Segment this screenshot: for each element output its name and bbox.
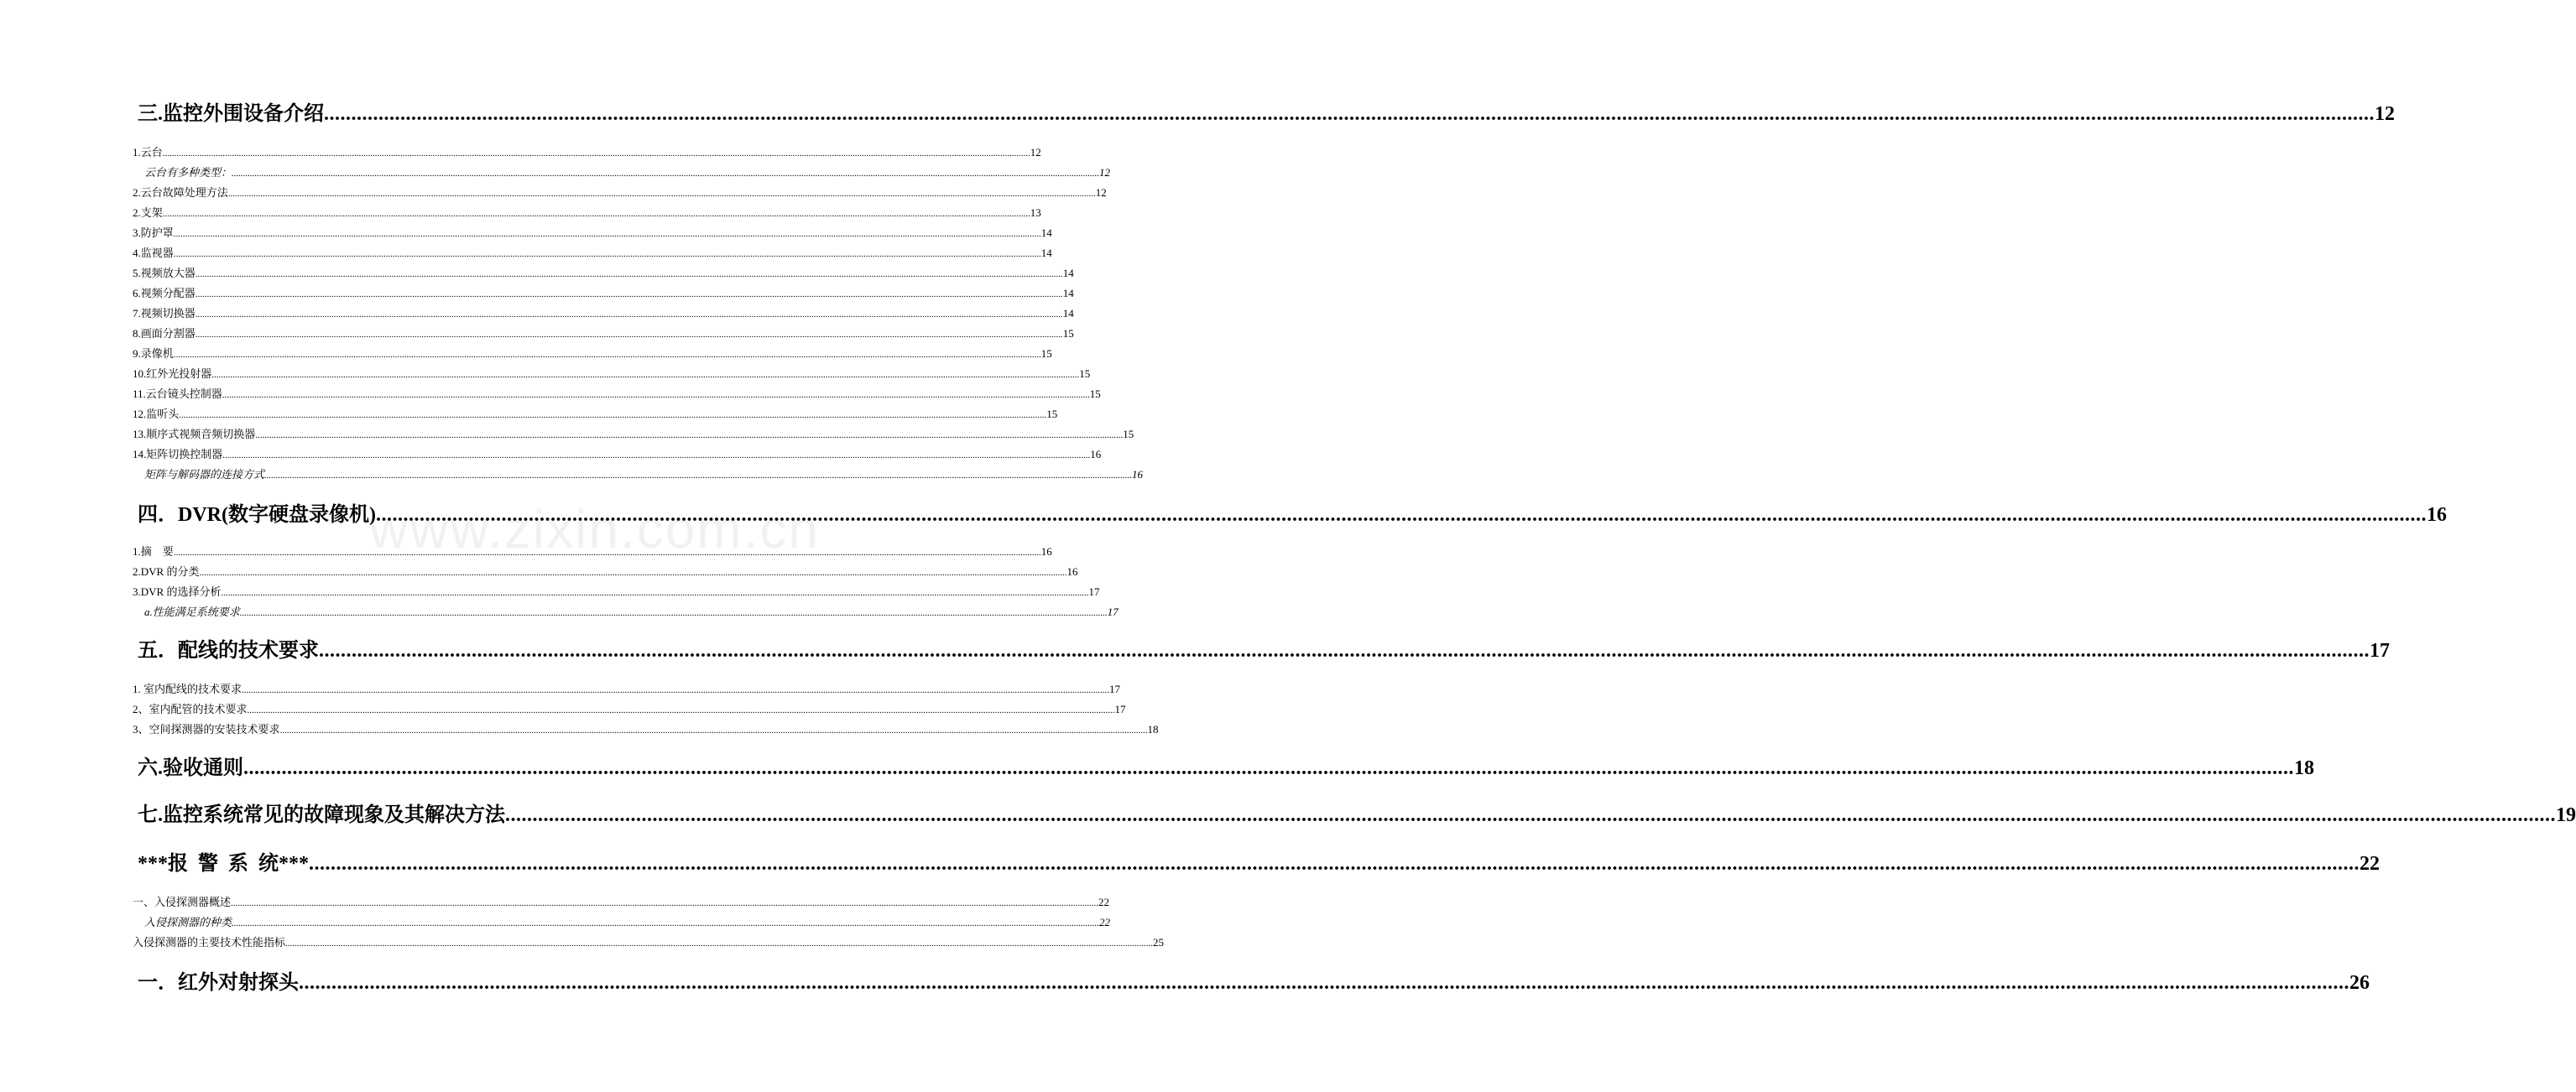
toc-leader xyxy=(199,564,1066,581)
toc-entry[interactable] xyxy=(133,245,1052,262)
toc-page-number: 17 xyxy=(1114,703,1126,715)
toc-leader xyxy=(505,802,2556,829)
toc-heading[interactable] xyxy=(138,850,2380,877)
toc-title: a.性能满足系统要求 xyxy=(144,606,240,618)
toc-leader xyxy=(324,101,2375,127)
toc-page-number: 14 xyxy=(1062,267,1074,279)
toc-title: 3、空间探测器的安装技术要求 xyxy=(133,723,280,736)
toc-page-number: 18 xyxy=(2294,757,2314,779)
toc-title: 5.视频放大器 xyxy=(133,267,196,279)
toc-page-number: 16 xyxy=(1040,545,1052,558)
toc-leader xyxy=(196,326,1063,343)
toc-title: 7.视频切换器 xyxy=(133,307,196,320)
toc-title: 3.DVR 的选择分析 xyxy=(133,585,222,598)
toc-title: 3.防护罩 xyxy=(133,226,174,239)
toc-page-number: 26 xyxy=(2349,972,2370,994)
toc-page-number: 12 xyxy=(1030,146,1041,159)
toc-entry[interactable] xyxy=(133,701,1126,718)
toc-title: 入侵探测器的种类 xyxy=(144,916,232,928)
toc-title: 11.云台镜头控制器 xyxy=(133,387,222,400)
toc-leader xyxy=(299,970,2349,996)
toc-entry[interactable] xyxy=(133,386,1101,403)
toc-entry[interactable] xyxy=(133,894,1110,911)
toc-page-number: 17 xyxy=(1088,585,1100,598)
toc-page-number: 12 xyxy=(1095,186,1107,199)
toc-title: 六.验收通则 xyxy=(138,757,243,779)
toc-title: 1. 室内配线的技术要求 xyxy=(133,683,242,695)
toc-leader xyxy=(248,702,1115,719)
toc-subentry[interactable] xyxy=(144,914,1111,931)
toc-entry[interactable] xyxy=(133,934,1165,951)
toc-entry[interactable] xyxy=(133,543,1052,560)
toc-leader xyxy=(255,427,1123,444)
toc-leader xyxy=(174,246,1041,263)
toc-subentry[interactable] xyxy=(144,164,1111,181)
toc-title: 12.监听头 xyxy=(133,408,180,420)
toc-heading[interactable] xyxy=(138,802,2576,829)
toc-page-number: 14 xyxy=(1062,287,1074,299)
toc-page-number: 19 xyxy=(2556,804,2576,826)
toc-entry[interactable] xyxy=(133,225,1052,242)
toc-entry[interactable] xyxy=(133,285,1074,302)
watermark: www.zixin.com.cn xyxy=(369,499,820,559)
toc-page-number: 25 xyxy=(1153,936,1165,949)
toc-entry[interactable] xyxy=(133,325,1074,342)
toc-page-number: 16 xyxy=(1066,565,1078,578)
toc-leader xyxy=(196,286,1063,303)
toc-leader xyxy=(319,637,2370,664)
toc-title: 云台有多种类型： xyxy=(144,166,232,179)
toc-leader xyxy=(174,226,1041,242)
toc-title: 五．配线的技术要求 xyxy=(138,640,319,662)
toc-leader xyxy=(376,502,2427,528)
toc-heading[interactable] xyxy=(138,101,2395,127)
toc-page-number: 13 xyxy=(1030,206,1041,219)
toc-page-number: 18 xyxy=(1147,723,1159,736)
toc-heading[interactable] xyxy=(138,755,2314,782)
toc-entry[interactable] xyxy=(133,144,1041,161)
toc-title-text: 红外对射探头 xyxy=(178,972,299,994)
toc-title: 2.DVR 的分类 xyxy=(133,565,200,578)
toc-page-number: 15 xyxy=(1062,327,1074,340)
toc-leader xyxy=(222,387,1090,403)
toc-leader xyxy=(163,145,1030,162)
toc-entry[interactable] xyxy=(133,721,1159,738)
toc-leader xyxy=(242,682,1109,699)
toc-page-number: 12 xyxy=(1099,166,1111,179)
toc-leader xyxy=(243,755,2294,782)
toc-page-number: 22 xyxy=(2360,853,2380,875)
toc-title: 四．DVR(数字硬盘录像机) xyxy=(138,504,376,526)
toc-page-number: 22 xyxy=(1098,896,1110,908)
toc-title: 4.监视器 xyxy=(133,247,174,259)
toc-leader xyxy=(309,850,2360,877)
toc-entry[interactable] xyxy=(133,346,1052,362)
toc-page-number: 14 xyxy=(1040,226,1052,239)
toc-leader xyxy=(222,447,1090,464)
toc-leader xyxy=(221,585,1088,601)
toc-leader xyxy=(174,544,1041,561)
toc-heading[interactable] xyxy=(138,502,2447,528)
toc-title: 2.云台故障处理方法 xyxy=(133,186,228,199)
toc-entry[interactable] xyxy=(133,305,1074,322)
toc-page-number: 17 xyxy=(1109,683,1121,695)
toc-leader xyxy=(163,205,1030,222)
toc-leader xyxy=(179,407,1046,424)
toc-entry[interactable] xyxy=(133,406,1058,423)
toc-leader xyxy=(285,935,1153,952)
toc-title: 矩阵与解码器的连接方式 xyxy=(144,468,265,481)
toc-leader xyxy=(232,165,1099,182)
toc-page-number: 17 xyxy=(2370,640,2390,662)
toc-leader xyxy=(240,605,1108,621)
toc-leader xyxy=(196,306,1063,323)
toc-page-number: 17 xyxy=(1107,606,1119,618)
toc-heading[interactable] xyxy=(138,970,2370,996)
toc-entry[interactable] xyxy=(133,564,1078,580)
toc-title: 14.矩阵切换控制器 xyxy=(133,448,223,460)
toc-title: 8.画面分割器 xyxy=(133,327,196,340)
toc-leader xyxy=(196,266,1063,283)
toc-subentry[interactable] xyxy=(144,604,1119,621)
toc-entry[interactable] xyxy=(133,185,1107,201)
toc-title: 一． xyxy=(138,972,178,994)
toc-page-number: 22 xyxy=(1099,916,1111,928)
toc-page-number: 15 xyxy=(1079,367,1091,380)
toc-page-number: 16 xyxy=(2426,504,2447,526)
toc-title: 13.顺序式视频音频切换器 xyxy=(133,428,256,440)
toc-title: 10.红外光投射器 xyxy=(133,367,212,380)
toc-entry[interactable] xyxy=(133,366,1091,382)
toc-page-number: 16 xyxy=(1132,468,1144,481)
toc-entry[interactable] xyxy=(133,681,1121,698)
toc-leader xyxy=(211,367,1079,383)
toc-page-number: 15 xyxy=(1123,428,1134,440)
toc-title: 入侵探测器的主要技术性能指标 xyxy=(133,936,286,949)
toc-title: ***报 警 系 统*** xyxy=(138,853,309,875)
toc-entry[interactable] xyxy=(133,426,1134,443)
toc-title: 七.监控系统常见的故障现象及其解决方法 xyxy=(138,804,505,826)
toc-leader xyxy=(228,185,1096,202)
toc-page-number: 15 xyxy=(1089,387,1101,400)
toc-title: 6.视频分配器 xyxy=(133,287,196,299)
toc-leader xyxy=(280,722,1148,739)
toc-entry[interactable] xyxy=(133,265,1074,282)
toc-page-number: 16 xyxy=(1090,448,1102,460)
toc-title: 9.录像机 xyxy=(133,347,174,360)
toc-leader xyxy=(232,915,1099,932)
toc-entry[interactable] xyxy=(133,584,1100,601)
toc-entry[interactable] xyxy=(133,446,1102,463)
toc-leader xyxy=(231,895,1098,912)
toc-title: 2.支架 xyxy=(133,206,163,219)
toc-title: 三.监控外围设备介绍 xyxy=(138,103,324,125)
toc-title: 1.云台 xyxy=(133,146,163,159)
toc-page-number: 12 xyxy=(2375,103,2395,125)
toc-leader xyxy=(264,467,1132,484)
toc-entry[interactable] xyxy=(133,205,1041,221)
toc-title: 1.摘 要 xyxy=(133,545,174,558)
toc-page-number: 14 xyxy=(1062,307,1074,320)
toc-subentry[interactable] xyxy=(144,466,1144,483)
toc-page-number: 15 xyxy=(1040,347,1052,360)
toc-page-number: 15 xyxy=(1046,408,1058,420)
toc-page-number: 14 xyxy=(1040,247,1052,259)
toc-heading[interactable] xyxy=(138,637,2390,664)
toc-title: 2、室内配管的技术要求 xyxy=(133,703,248,715)
toc-leader xyxy=(174,346,1041,363)
toc-title: 一、入侵探测器概述 xyxy=(133,896,232,908)
